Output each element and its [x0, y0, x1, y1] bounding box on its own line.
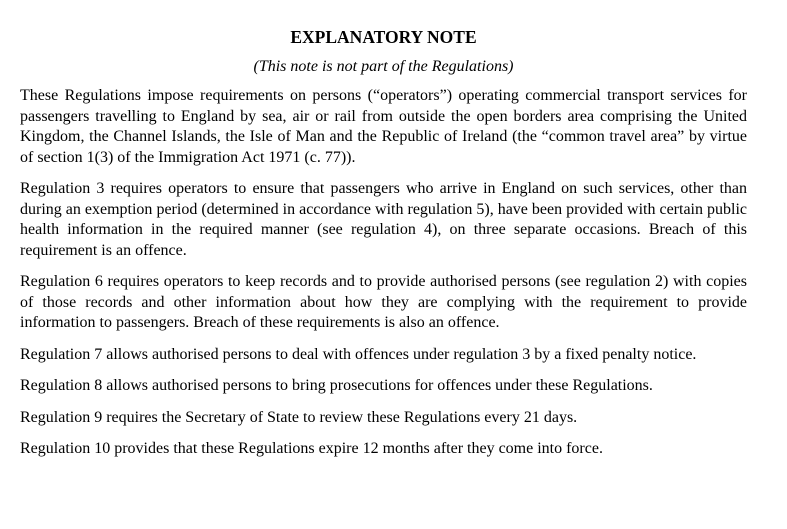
note-body: [20, 86, 747, 460]
paragraph-regulation-6: Regulation 6 requires operators to keep records and to provide authorised persons (see regulation 2) with copies of those records and other information about how they are complying with the requirement to provide information to passengers. Breach of these requirements is also an offence.: [20, 273, 747, 331]
paragraph-regulation-8: Regulation 8 allows authorised persons to bring prosecutions for offences under these Regulations.: [20, 377, 653, 394]
paragraph-operators: These Regulations impose requirements on persons (“operators”) operating commercial transport services for passengers travelling to England by sea, air or rail from outside the open borders area comprising the United Kingdom, the Channel Islands, the Isle of Man and the Republic of Ireland (the “common travel area” by virtue of section 1(3) of the Immigration Act 1971 (c. 77)).: [20, 87, 747, 166]
paragraph-regulation-10: Regulation 10 provides that these Regulations expire 12 months after they come into force.: [20, 440, 603, 457]
note-title: EXPLANATORY NOTE: [290, 27, 477, 47]
paragraph-regulation-7: Regulation 7 allows authorised persons to deal with offences under regulation 3 by a fixed penalty notice.: [20, 345, 697, 363]
paragraph-regulation-9: Regulation 9 requires the Secretary of State to review these Regulations every 21 days.: [20, 408, 578, 426]
paragraph-regulation-3: Regulation 3 requires operators to ensure that passengers who arrive in England on such services, other than during an exemption period (determined in accordance with regulation 5), have been provided with certain public health information in the required manner (see regulation 4), on three separate occasions. Breach of this requirement is an offence.: [20, 180, 747, 259]
note-subtitle: (This note is not part of the Regulations): [253, 58, 514, 75]
explanatory-note-page: [20, 26, 747, 460]
